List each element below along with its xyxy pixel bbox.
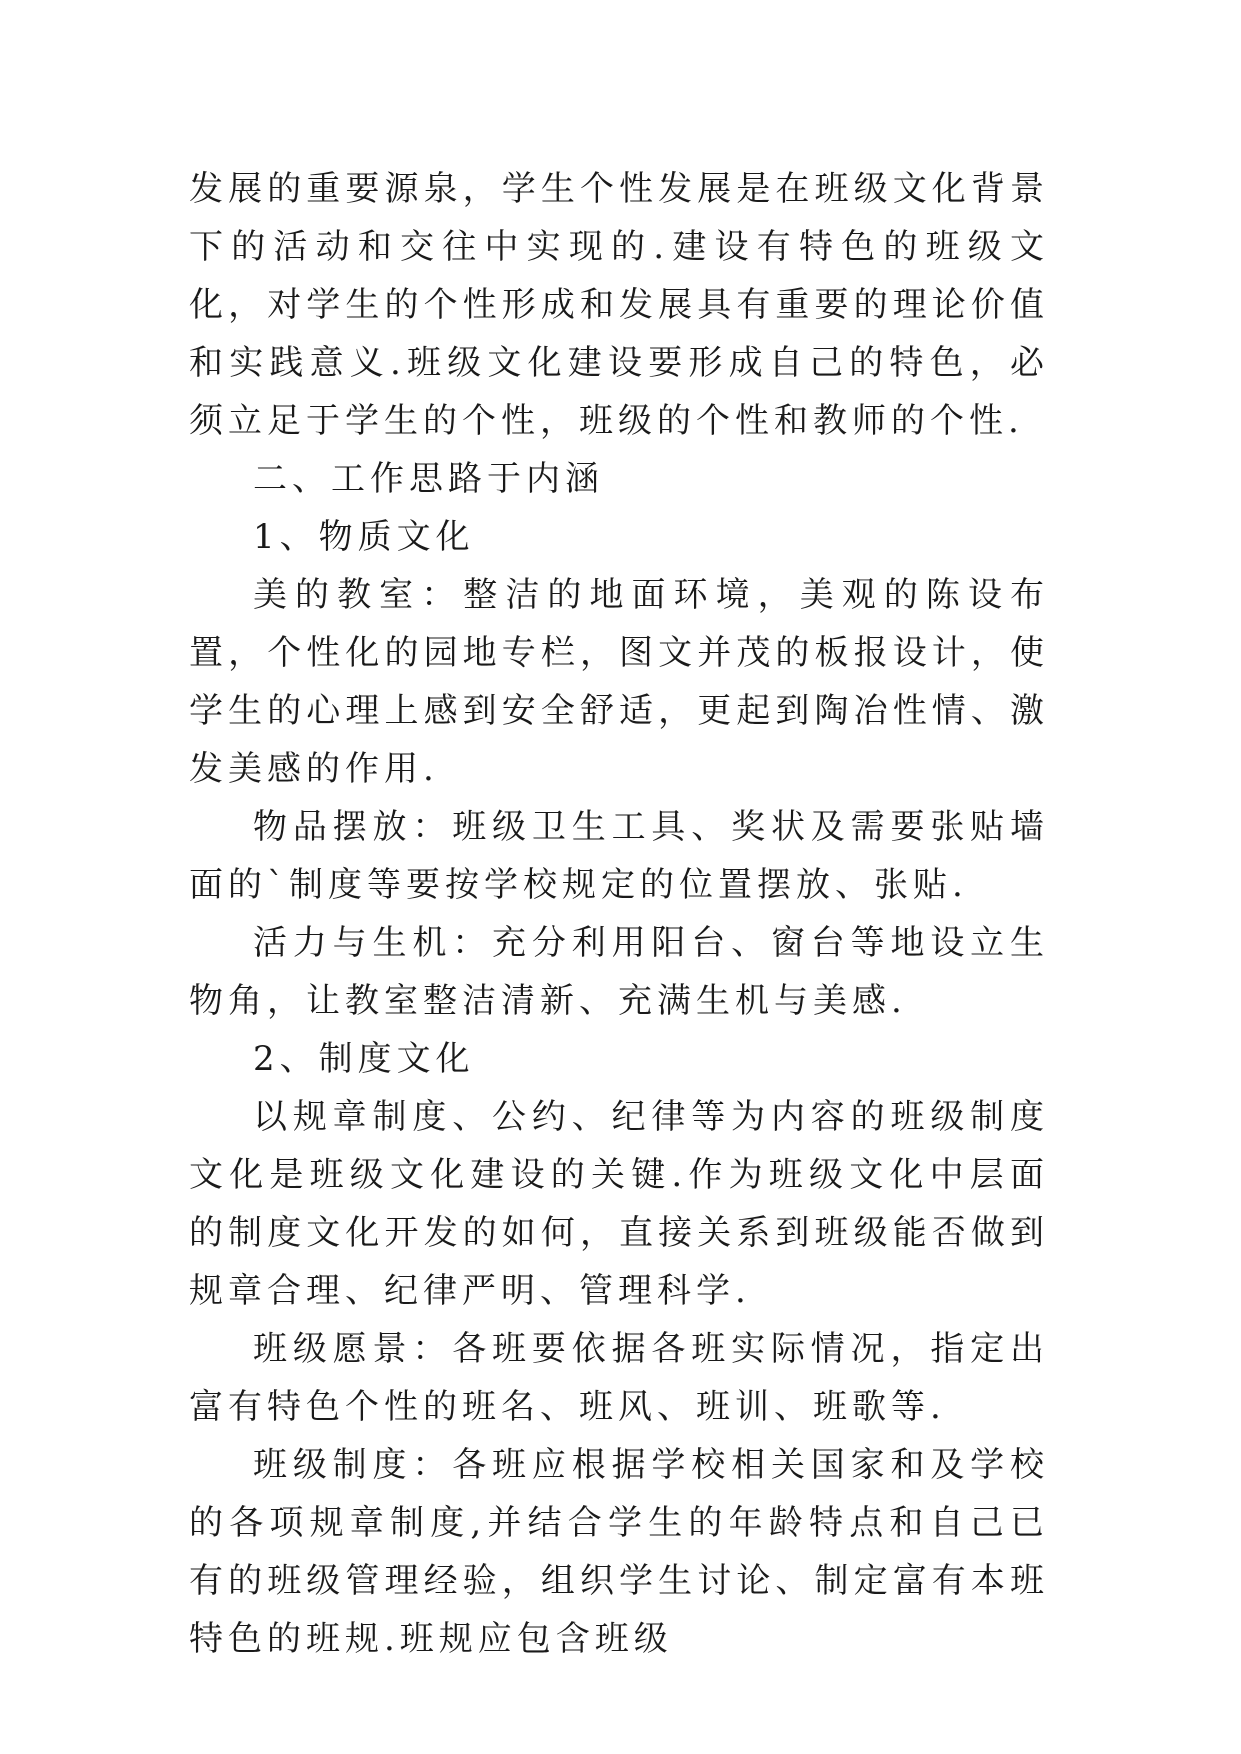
document-body — [189, 160, 1049, 1668]
paragraph-intro-continuation: 发展的重要源泉，学生个性发展是在班级文化背景下的活动和交往中实现的.建设有特色的班级文化，对学生的个性形成和发展具有重要的理论价值和实践意义.班级文化建设要形成自己的特色，必须立足于学生的个性，班级的个性和教师的个性. — [189, 169, 1049, 441]
paragraph-beautiful-classroom: 美的教室：整洁的地面环境，美观的陈设布置，个性化的园地专栏，图文并茂的板报设计，使学生的心理上感到安全舒适，更起到陶冶性情、激发美感的作用. — [189, 575, 1049, 789]
section-heading-work-ideas: 二、工作思路于内涵 — [253, 459, 604, 499]
subheading-material-culture: 1、物质文化 — [253, 517, 475, 557]
paragraph-system-culture-intro: 以规章制度、公约、纪律等为内容的班级制度文化是班级文化建设的关键.作为班级文化中层面的制度文化开发的如何，直接关系到班级能否做到规章合理、纪律严明、管理科学. — [189, 1097, 1049, 1311]
paragraph-class-rules: 班级制度：各班应根据学校相关国家和及学校的各项规章制度,并结合学生的年龄特点和自己已有的班级管理经验，组织学生讨论、制定富有本班特色的班规.班规应包含班级 — [189, 1445, 1049, 1659]
paragraph-vitality: 活力与生机：充分利用阳台、窗台等地设立生物角，让教室整洁清新、充满生机与美感. — [189, 923, 1049, 1021]
subheading-system-culture: 2、制度文化 — [253, 1039, 475, 1079]
paragraph-item-placement: 物品摆放：班级卫生工具、奖状及需要张贴墙面的`制度等要按学校规定的位置摆放、张贴. — [189, 807, 1049, 905]
paragraph-class-vision: 班级愿景：各班要依据各班实际情况，指定出富有特色个性的班名、班风、班训、班歌等. — [189, 1329, 1049, 1427]
